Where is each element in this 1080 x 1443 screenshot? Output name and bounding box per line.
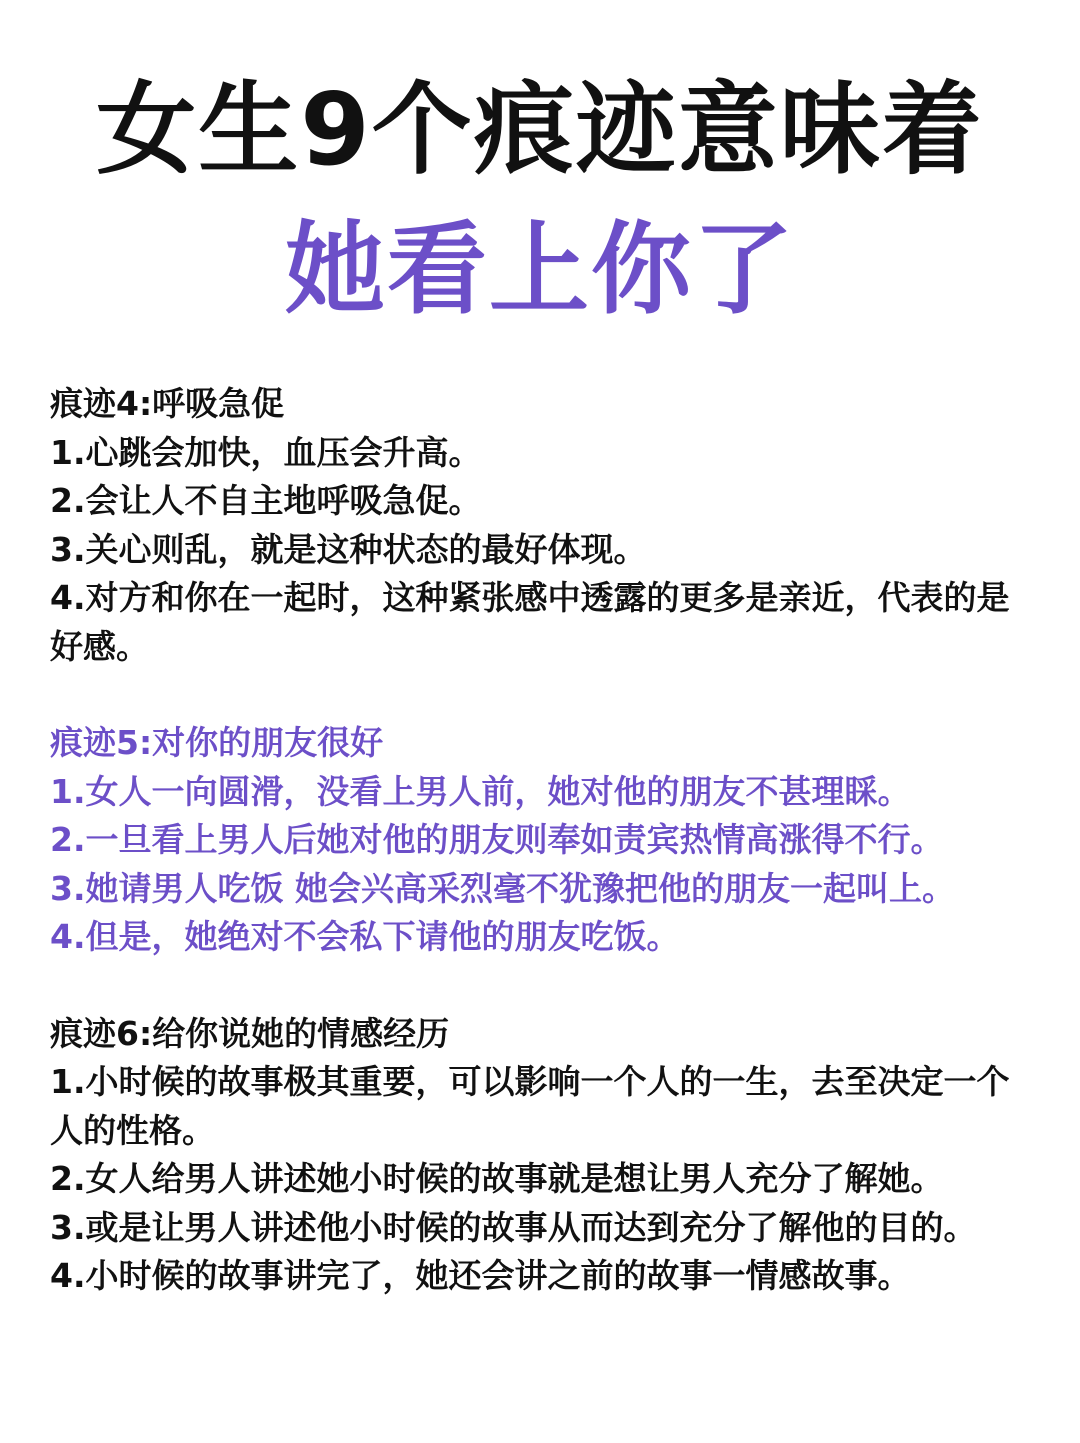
section-trace-5	[50, 719, 1030, 962]
page-title: 女生9个痕迹意味着	[96, 71, 984, 188]
section-heading: 痕迹5:对你的朋友很好	[50, 723, 384, 762]
list-item: 1.心跳会加快，血压会升高。	[50, 432, 482, 472]
section-heading: 痕迹4:呼吸急促	[50, 384, 285, 423]
list-item: 2.一旦看上男人后她对他的朋友则奉如责宾热情高涨得不行。	[50, 820, 944, 859]
list-item: 3.关心则乱，就是这种状态的最好体现。	[50, 529, 647, 569]
list-item: 4.但是，她绝对不会私下请他的朋友吃饭。	[50, 917, 680, 956]
list-item: 4.小时候的故事讲完了，她还会讲之前的故事一情感故事。	[50, 1256, 911, 1295]
section-trace-6	[50, 1010, 1030, 1301]
list-item: 1.女人一向圆滑，没看上男人前，她对他的朋友不甚理睬。	[50, 771, 911, 811]
list-item: 1.小时候的故事极其重要，可以影响一个人的一生，去至决定一个人的性格。	[50, 1062, 1010, 1150]
article-body	[50, 380, 1030, 1349]
list-item: 4.对方和你在一起时，这种紧张感中透露的更多是亲近，代表的是好感。	[50, 578, 1010, 666]
list-item: 2.会让人不自主地呼吸急促。	[50, 481, 482, 520]
section-heading: 痕迹6:给你说她的情感经历	[50, 1013, 450, 1053]
page-subtitle: 她看上你了	[285, 211, 795, 328]
list-item: 2.女人给男人讲述她小时候的故事就是想让男人充分了解她。	[50, 1159, 944, 1198]
title-block	[0, 60, 1080, 340]
list-item: 3.或是让男人讲述他小时候的故事从而达到充分了解他的目的。	[50, 1207, 977, 1247]
section-trace-4	[50, 380, 1030, 671]
list-item: 3.她请男人吃饭 她会兴高采烈毫不犹豫把他的朋友一起叫上。	[50, 868, 955, 908]
